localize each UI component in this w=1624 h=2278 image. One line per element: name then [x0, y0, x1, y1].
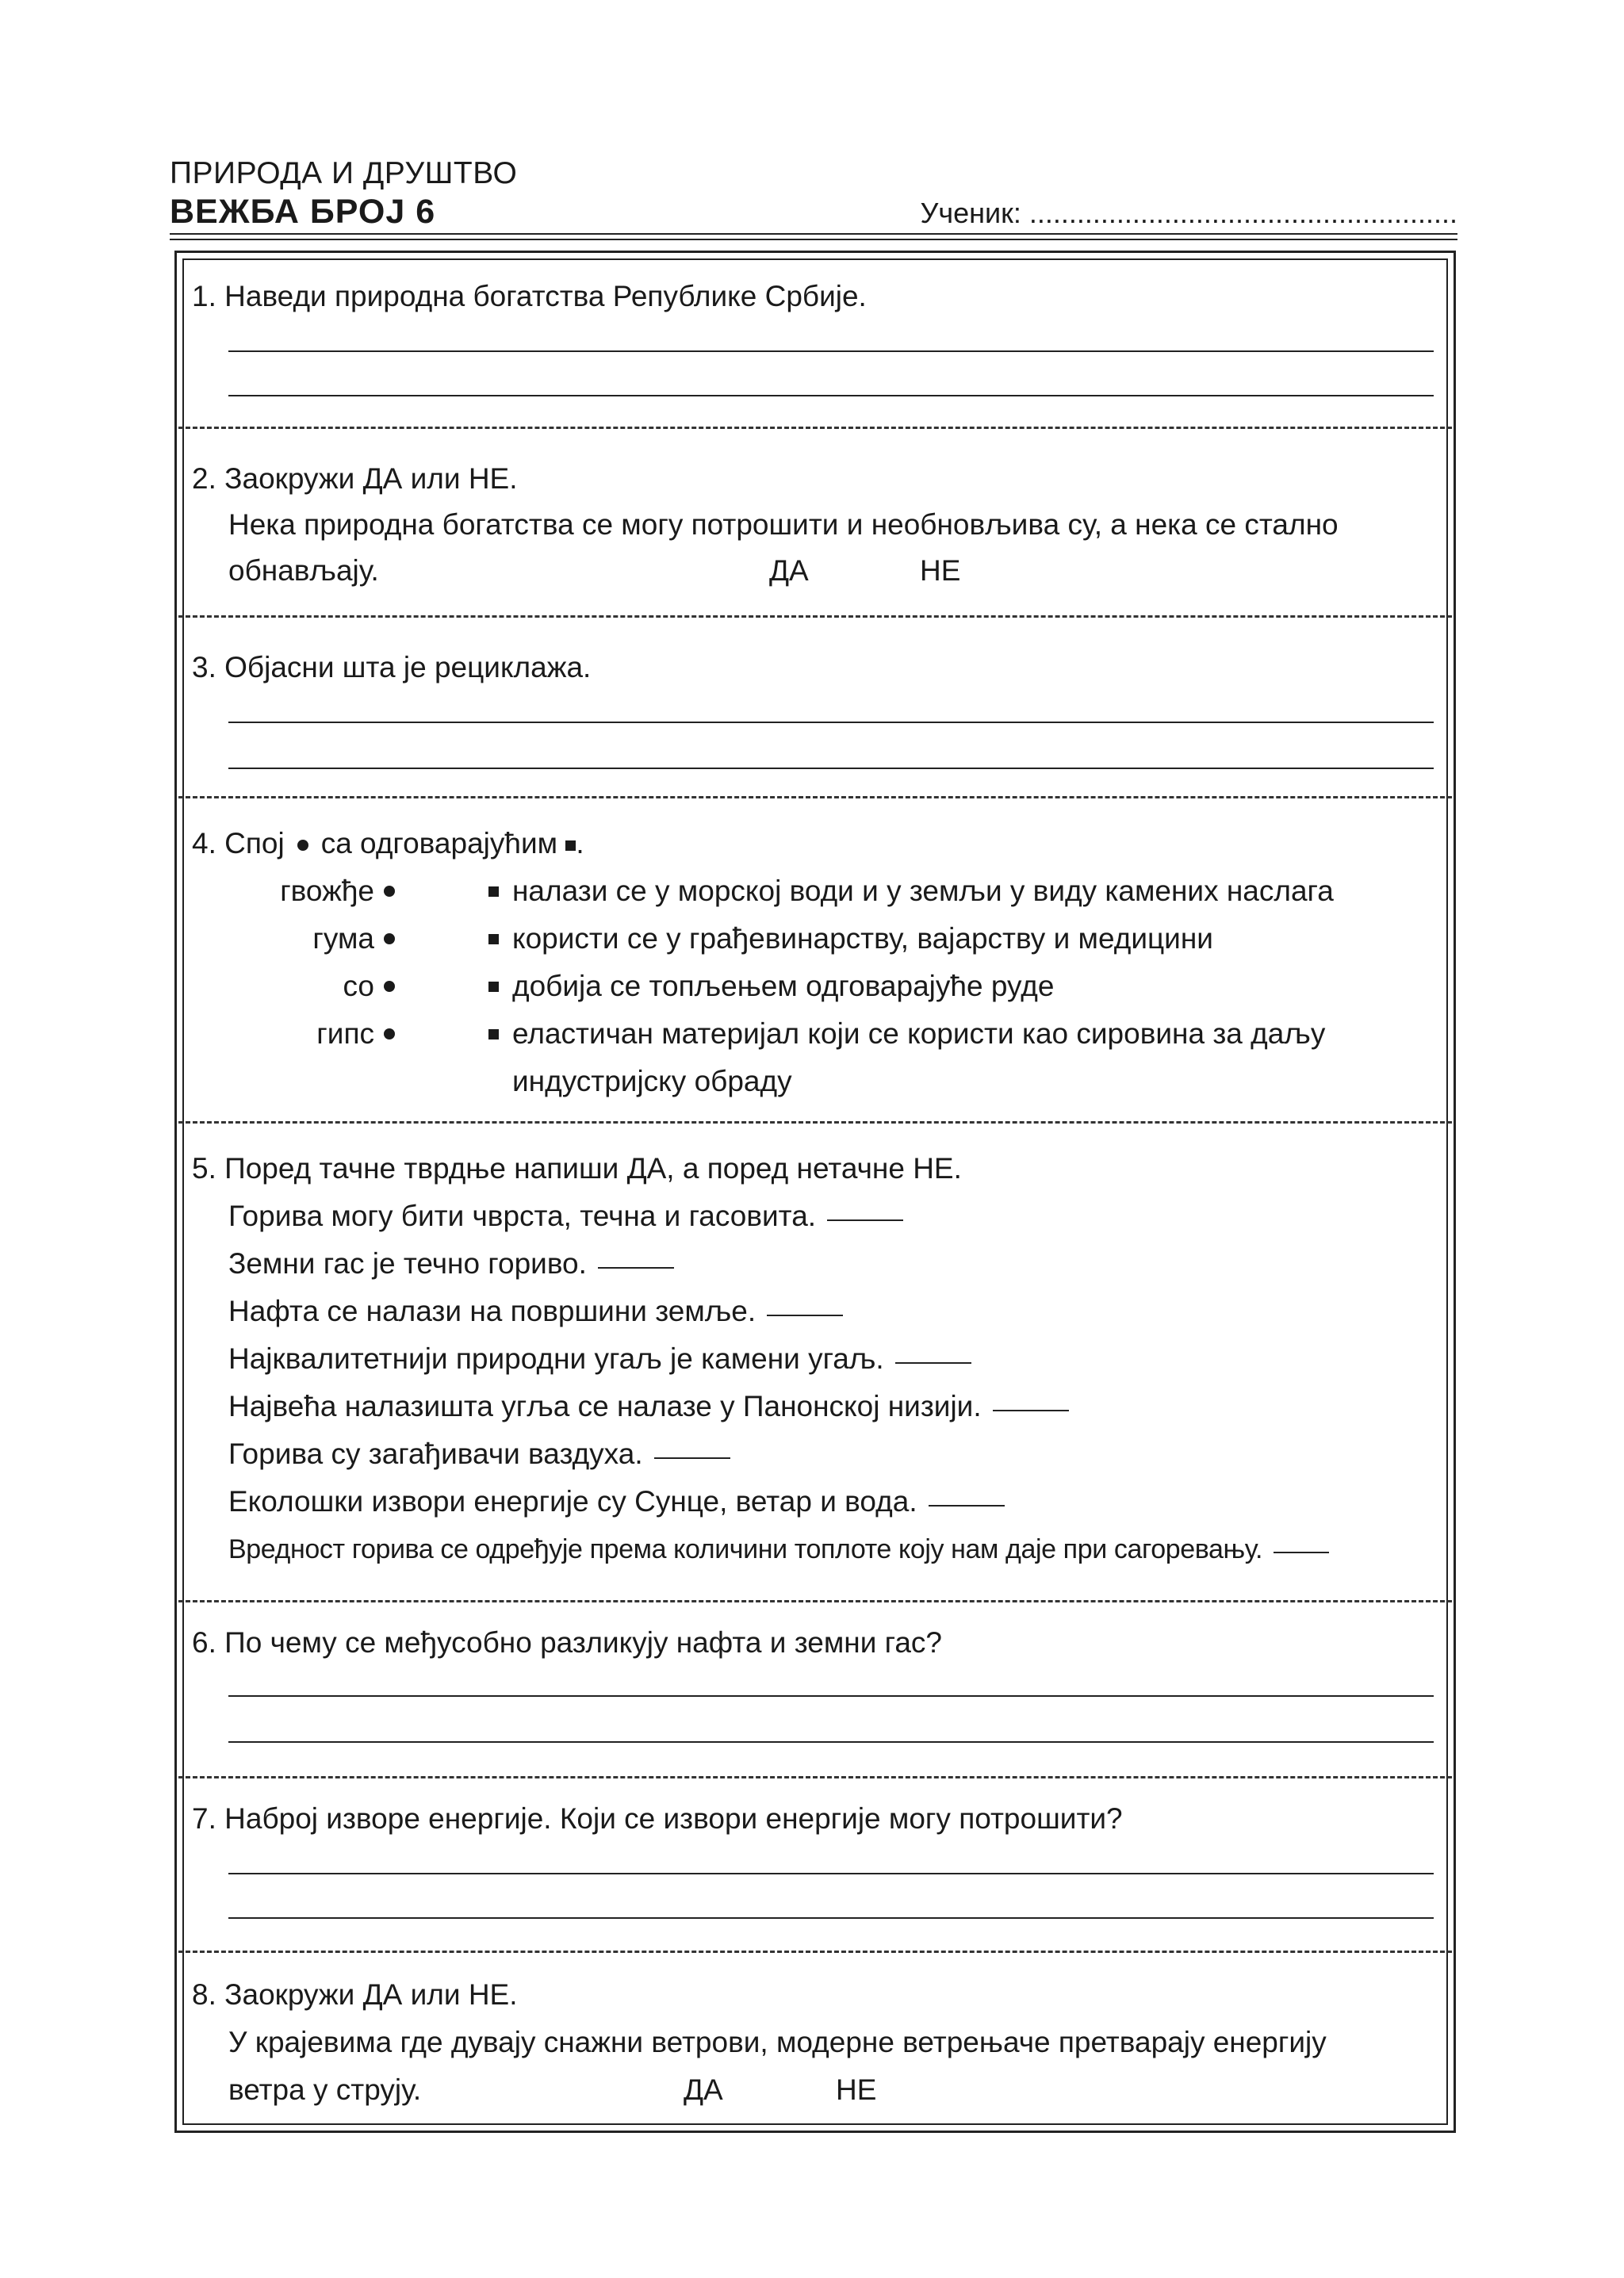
question-text: Наброј изворе енергије. Који се извори енергије могу потрошити? — [224, 1802, 1123, 1835]
match-square-icon[interactable] — [488, 934, 499, 944]
match-dot-icon[interactable] — [384, 981, 395, 992]
question-number: 3. — [192, 651, 216, 683]
question-2 — [192, 455, 518, 503]
match-left-item: со — [343, 970, 374, 1002]
answer-blank[interactable] — [767, 1315, 843, 1316]
statement-row — [228, 1193, 903, 1240]
question-number: 4. — [192, 827, 216, 860]
statement-text: Највећа налазишта угља се налазе у Панонској низији. — [228, 1390, 982, 1422]
statement-text: Најквалитетнији природни угаљ је камени угаљ. — [228, 1342, 884, 1375]
answer-line[interactable] — [228, 1917, 1434, 1919]
question-4 — [192, 820, 584, 867]
answer-blank[interactable] — [654, 1457, 730, 1459]
match-dot-icon[interactable] — [384, 933, 395, 944]
statement-row — [228, 1288, 843, 1335]
match-square-icon[interactable] — [488, 1029, 499, 1039]
section-divider — [178, 1776, 1452, 1778]
match-right-item: добија се топљењем одговарајуће руде — [512, 970, 1055, 1002]
question-text: Објасни шта је рециклажа. — [224, 651, 592, 683]
match-left-item: гума — [312, 922, 374, 955]
match-dot-icon[interactable] — [384, 1028, 395, 1039]
question-1 — [192, 273, 867, 320]
match-dot-icon[interactable] — [384, 886, 395, 897]
answer-line[interactable] — [228, 1695, 1434, 1697]
exercise-title: ВЕЖБА БРОЈ 6 — [170, 193, 436, 231]
question-body: У крајевима где дувају снажни ветрови, модерне ветрењаче претварају енергију — [228, 2026, 1327, 2058]
question-number: 7. — [192, 1802, 216, 1835]
no-option[interactable]: НЕ — [920, 554, 961, 587]
answer-blank[interactable] — [929, 1505, 1005, 1507]
question-text: По чему се међусобно разликују нафта и земни гас? — [224, 1626, 942, 1659]
statement-row — [228, 1478, 1005, 1526]
answer-line[interactable] — [228, 768, 1434, 769]
question-3 — [192, 644, 591, 691]
question-body-end: обнављају. — [228, 554, 379, 587]
question-number: 6. — [192, 1626, 216, 1659]
answer-line[interactable] — [228, 395, 1434, 396]
statement-row — [228, 1383, 1069, 1430]
statement-text: Нафта се налази на површини земље. — [228, 1295, 756, 1327]
match-square-icon[interactable] — [488, 886, 499, 897]
answer-line[interactable] — [228, 1873, 1434, 1874]
square-icon — [565, 840, 576, 851]
match-right-item: еластичан материјал који се користи као сировина за даљу — [512, 1017, 1326, 1050]
question-6 — [192, 1619, 942, 1667]
dot-icon — [297, 840, 308, 851]
answer-line[interactable] — [228, 722, 1434, 723]
question-5 — [192, 1145, 962, 1193]
section-divider — [178, 796, 1452, 798]
header-rule-bottom — [170, 239, 1457, 240]
section-divider — [178, 615, 1452, 618]
answer-line[interactable] — [228, 350, 1434, 352]
yes-option[interactable]: ДА — [684, 2073, 723, 2106]
answer-blank[interactable] — [598, 1267, 674, 1269]
match-right-item: налази се у морској води и у земљи у виду камених наслага — [512, 875, 1334, 907]
question-text: Заокружи ДА или НЕ. — [224, 462, 518, 495]
statement-row — [228, 1526, 1329, 1573]
answer-line[interactable] — [228, 1741, 1434, 1743]
section-divider — [178, 1951, 1452, 1953]
section-divider — [178, 1121, 1452, 1124]
question-body: Нека природна богатства се могу потрошити и необновљива су, а нека се стално — [228, 508, 1339, 541]
statement-text: Горива су загађивачи ваздуха. — [228, 1438, 643, 1470]
subject-title: ПРИРОДА И ДРУШТВО — [170, 156, 518, 190]
match-square-icon[interactable] — [488, 982, 499, 992]
student-name-field[interactable]: Ученик: ...................................................... — [920, 197, 1457, 229]
no-option[interactable]: НЕ — [836, 2073, 877, 2106]
question-body-end: ветра у струју. — [228, 2073, 422, 2106]
statement-row — [228, 1335, 971, 1383]
statement-text: Земни гас је течно гориво. — [228, 1247, 587, 1280]
question-text: Наведи природна богатства Републике Србије. — [224, 280, 867, 312]
statement-text: Горива могу бити чврста, течна и гасовита. — [228, 1200, 817, 1232]
section-divider — [178, 1600, 1452, 1602]
statement-text: Еколошки извори енергије су Сунце, ветар и вода. — [228, 1485, 917, 1518]
question-text: Заокружи ДА или НЕ. — [224, 1978, 518, 2011]
match-left-item: гвожђе — [280, 875, 374, 907]
question-8 — [192, 1971, 518, 2019]
question-number: 5. — [192, 1152, 216, 1185]
match-left-item: гипс — [316, 1017, 374, 1050]
question-number: 2. — [192, 462, 216, 495]
header-rule-top — [170, 233, 1457, 235]
match-right-item-continued: индустријску обраду — [512, 1065, 792, 1097]
question-text: Поред тачне тврдње напиши ДА, а поред нетачне НЕ. — [224, 1152, 962, 1185]
section-divider — [178, 427, 1452, 429]
question-7 — [192, 1795, 1123, 1843]
worksheet-header — [170, 155, 1457, 232]
yes-option[interactable]: ДА — [769, 554, 809, 587]
answer-blank[interactable] — [895, 1362, 971, 1364]
question-text: са одговарајућим — [320, 827, 558, 860]
question-text-end: . — [576, 827, 584, 860]
statement-text: Вредност горива се одређује према количини топлоте коју нам даје при сагоревању. — [228, 1534, 1262, 1564]
question-text: Спој — [224, 827, 285, 860]
statement-row — [228, 1430, 730, 1478]
match-right-item: користи се у грађевинарству, вајарству и медицини — [512, 922, 1213, 955]
statement-row — [228, 1240, 674, 1288]
answer-blank[interactable] — [827, 1219, 903, 1221]
question-number: 8. — [192, 1978, 216, 2011]
answer-blank[interactable] — [1274, 1552, 1329, 1553]
question-number: 1. — [192, 280, 216, 312]
answer-blank[interactable] — [993, 1410, 1069, 1411]
